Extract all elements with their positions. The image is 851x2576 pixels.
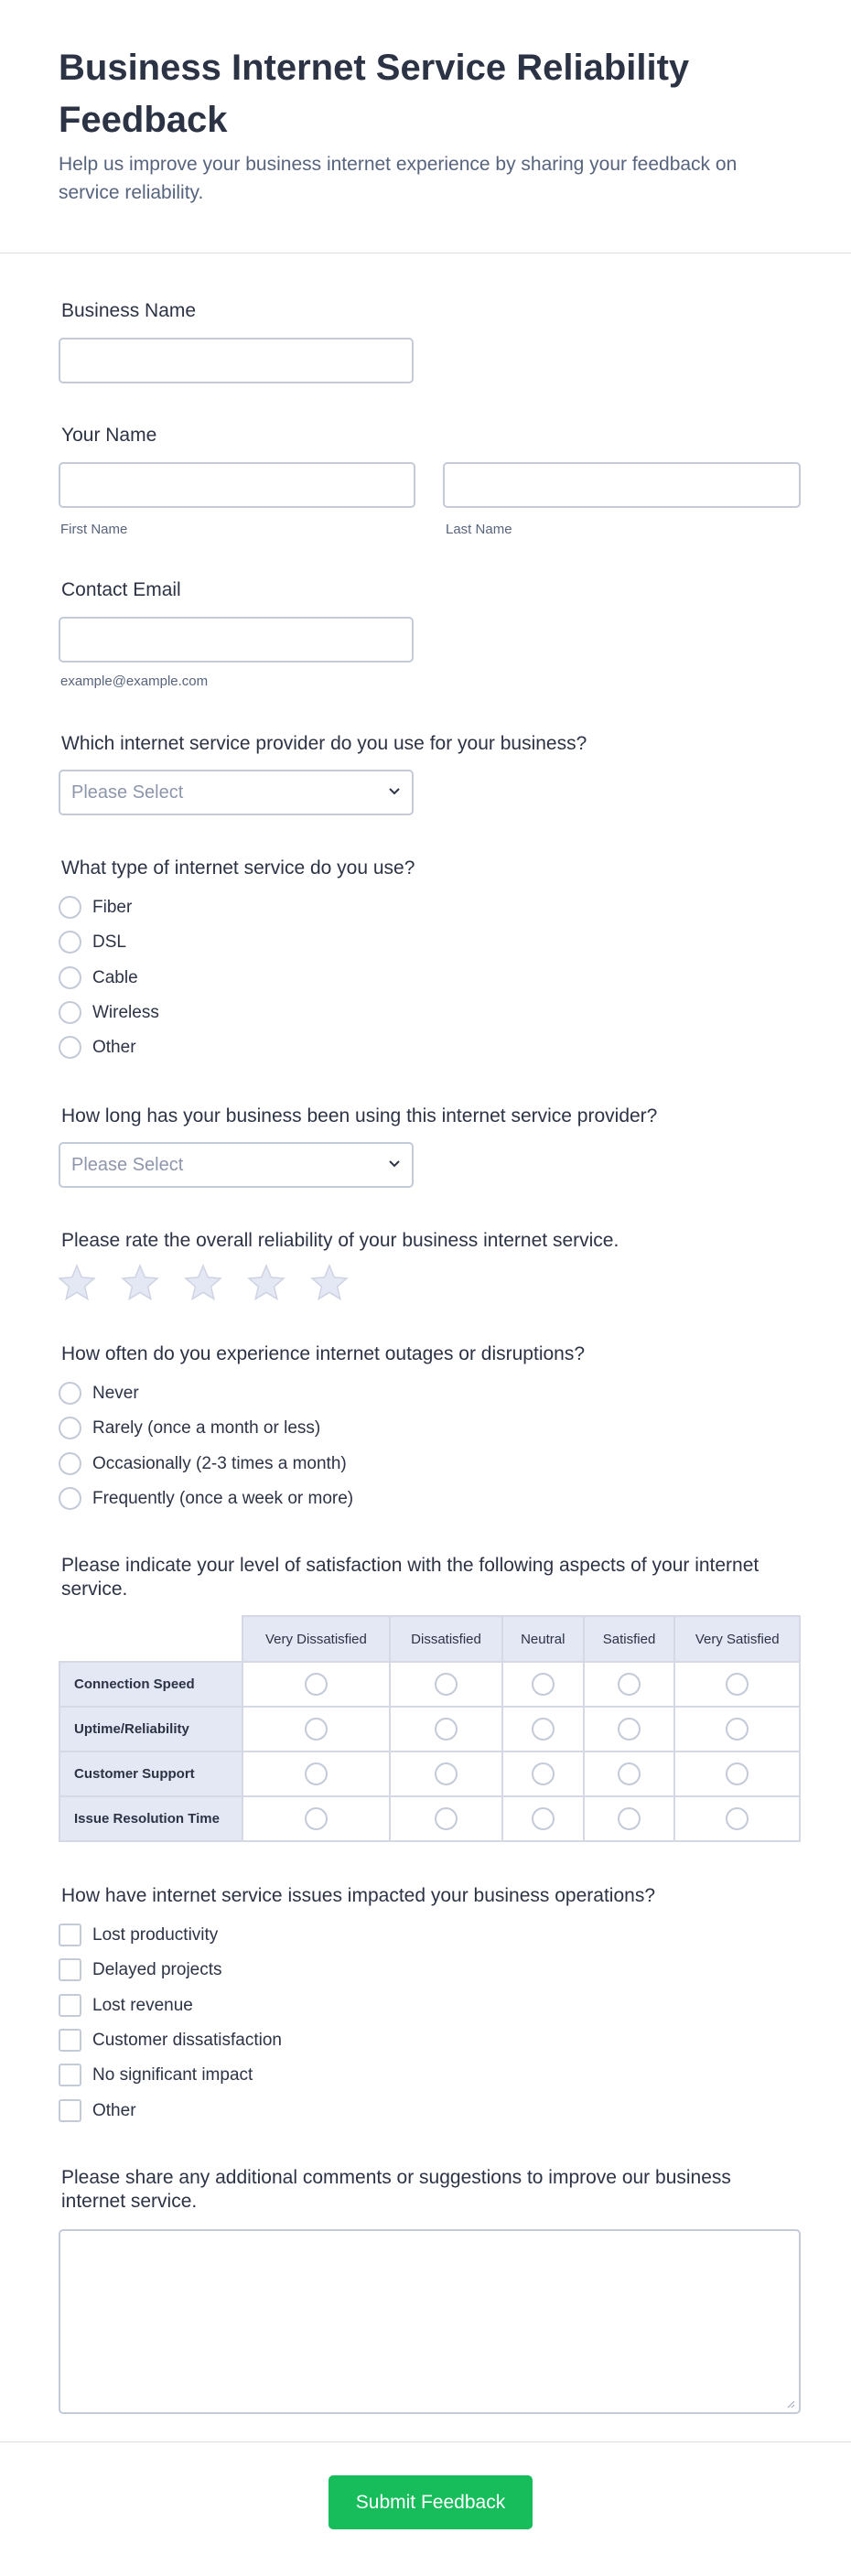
matrix-column-header: Dissatisfied <box>390 1616 502 1662</box>
radio-button[interactable] <box>618 1762 641 1785</box>
option-label: Other <box>92 1038 136 1057</box>
option-label: DSL <box>92 932 126 952</box>
option-label: Never <box>92 1384 139 1403</box>
business-name-input[interactable] <box>59 338 414 383</box>
satisfaction-matrix <box>59 1615 801 1845</box>
first-name-input[interactable] <box>59 462 415 508</box>
business-name-label: Business Name <box>61 300 197 321</box>
provider-placeholder: Please Select <box>71 782 184 803</box>
provider-label: Which internet service provider do you use for your business? <box>61 733 587 754</box>
checkbox[interactable] <box>59 1924 81 1946</box>
option-label: Customer dissatisfaction <box>92 2031 282 2050</box>
impact-label: How have internet service issues impacted your business operations? <box>61 1885 656 1906</box>
radio-button[interactable] <box>305 1673 328 1696</box>
matrix-row-header: Connection Speed <box>59 1662 242 1707</box>
chevron-down-icon <box>388 787 401 796</box>
chevron-down-icon <box>388 1159 401 1169</box>
matrix-column-header: Very Satisfied <box>674 1616 800 1662</box>
matrix-cell[interactable] <box>242 1662 391 1707</box>
radio-button[interactable] <box>59 931 81 954</box>
matrix-cell[interactable] <box>242 1707 391 1751</box>
matrix-cell[interactable] <box>502 1707 584 1751</box>
star-icon[interactable] <box>246 1263 286 1303</box>
service-type-label: What type of internet service do you use? <box>61 857 415 878</box>
matrix-row-header: Customer Support <box>59 1751 242 1796</box>
form-header <box>0 0 851 253</box>
matrix-cell[interactable] <box>242 1796 391 1841</box>
radio-button[interactable] <box>618 1718 641 1741</box>
page-title: Business Internet Service Reliability Feedback <box>59 48 690 140</box>
matrix-column-header: Very Dissatisfied <box>242 1616 391 1662</box>
matrix-cell[interactable] <box>390 1707 502 1751</box>
radio-button[interactable] <box>59 1487 81 1510</box>
radio-button[interactable] <box>305 1807 328 1830</box>
radio-button[interactable] <box>532 1762 555 1785</box>
matrix-cell[interactable] <box>390 1751 502 1796</box>
rating-label: Please rate the overall reliability of your business internet service. <box>61 1230 619 1251</box>
matrix-cell[interactable] <box>674 1751 800 1796</box>
contact-email-input[interactable] <box>59 617 414 663</box>
provider-select[interactable] <box>59 770 414 815</box>
matrix-row-header: Uptime/Reliability <box>59 1707 242 1751</box>
duration-select[interactable] <box>59 1142 414 1188</box>
radio-button[interactable] <box>726 1807 749 1830</box>
radio-button[interactable] <box>59 1382 81 1405</box>
checkbox[interactable] <box>59 2099 81 2122</box>
contact-email-sublabel: example@example.com <box>60 674 209 689</box>
contact-email-label: Contact Email <box>61 579 181 600</box>
radio-button[interactable] <box>618 1673 641 1696</box>
matrix-cell[interactable] <box>584 1751 675 1796</box>
radio-button[interactable] <box>305 1718 328 1741</box>
radio-button[interactable] <box>305 1762 328 1785</box>
first-name-sublabel: First Name <box>60 522 128 537</box>
matrix-cell[interactable] <box>674 1707 800 1751</box>
radio-button[interactable] <box>59 1452 81 1475</box>
star-icon[interactable] <box>309 1263 350 1303</box>
radio-button[interactable] <box>435 1807 458 1830</box>
option-label: Other <box>92 2101 136 2120</box>
matrix-column-header: Neutral <box>502 1616 584 1662</box>
radio-button[interactable] <box>59 896 81 919</box>
matrix-cell[interactable] <box>502 1662 584 1707</box>
matrix-cell[interactable] <box>390 1662 502 1707</box>
matrix-cell[interactable] <box>502 1796 584 1841</box>
resize-handle-icon[interactable] <box>786 2399 795 2409</box>
comments-textarea[interactable] <box>59 2229 801 2414</box>
last-name-sublabel: Last Name <box>446 522 512 537</box>
option-label: Wireless <box>92 1003 159 1022</box>
matrix-cell[interactable] <box>584 1662 675 1707</box>
option-label: Occasionally (2-3 times a month) <box>92 1454 347 1473</box>
radio-button[interactable] <box>435 1718 458 1741</box>
radio-button[interactable] <box>532 1807 555 1830</box>
option-label: Delayed projects <box>92 1960 222 1979</box>
radio-button[interactable] <box>532 1718 555 1741</box>
radio-button[interactable] <box>726 1673 749 1696</box>
matrix-row-header: Issue Resolution Time <box>59 1796 242 1841</box>
star-icon[interactable] <box>120 1263 160 1303</box>
option-label: Fiber <box>92 898 133 917</box>
matrix-column-header: Satisfied <box>584 1616 675 1662</box>
star-icon[interactable] <box>183 1263 223 1303</box>
satisfaction-label: Please indicate your level of satisfaction with the following aspects of your internet service. <box>61 1555 759 1600</box>
matrix-cell[interactable] <box>390 1796 502 1841</box>
option-label: No significant impact <box>92 2065 253 2085</box>
matrix-cell[interactable] <box>584 1707 675 1751</box>
star-icon[interactable] <box>57 1263 97 1303</box>
option-label: Lost productivity <box>92 1925 219 1945</box>
radio-button[interactable] <box>618 1807 641 1830</box>
page-subtitle: Help us improve your business internet experience by sharing your feedback on service reliability. <box>59 154 738 203</box>
radio-button[interactable] <box>726 1718 749 1741</box>
radio-button[interactable] <box>59 1417 81 1439</box>
option-label: Cable <box>92 968 138 987</box>
duration-label: How long has your business been using this internet service provider? <box>61 1105 658 1126</box>
checkbox[interactable] <box>59 2029 81 2052</box>
option-label: Lost revenue <box>92 1996 193 2015</box>
checkbox[interactable] <box>59 1958 81 1981</box>
radio-button[interactable] <box>59 1036 81 1059</box>
outages-label: How often do you experience internet outages or disruptions? <box>61 1343 586 1364</box>
radio-button[interactable] <box>435 1673 458 1696</box>
radio-button[interactable] <box>59 966 81 989</box>
your-name-label: Your Name <box>61 425 157 446</box>
matrix-cell[interactable] <box>674 1662 800 1707</box>
duration-placeholder: Please Select <box>71 1155 184 1175</box>
radio-button[interactable] <box>532 1673 555 1696</box>
option-label: Frequently (once a week or more) <box>92 1489 354 1508</box>
comments-label: Please share any additional comments or suggestions to improve our business internet service. <box>61 2167 731 2212</box>
matrix-cell[interactable] <box>242 1751 391 1796</box>
radio-button[interactable] <box>726 1762 749 1785</box>
radio-button[interactable] <box>435 1762 458 1785</box>
radio-button[interactable] <box>59 1001 81 1024</box>
matrix-cell[interactable] <box>584 1796 675 1841</box>
matrix-cell[interactable] <box>674 1796 800 1841</box>
matrix-corner <box>59 1616 242 1662</box>
matrix-cell[interactable] <box>502 1751 584 1796</box>
submit-button[interactable]: Submit Feedback <box>329 2475 533 2529</box>
last-name-input[interactable] <box>443 462 801 508</box>
checkbox[interactable] <box>59 2064 81 2086</box>
checkbox[interactable] <box>59 1994 81 2017</box>
option-label: Rarely (once a month or less) <box>92 1418 321 1438</box>
